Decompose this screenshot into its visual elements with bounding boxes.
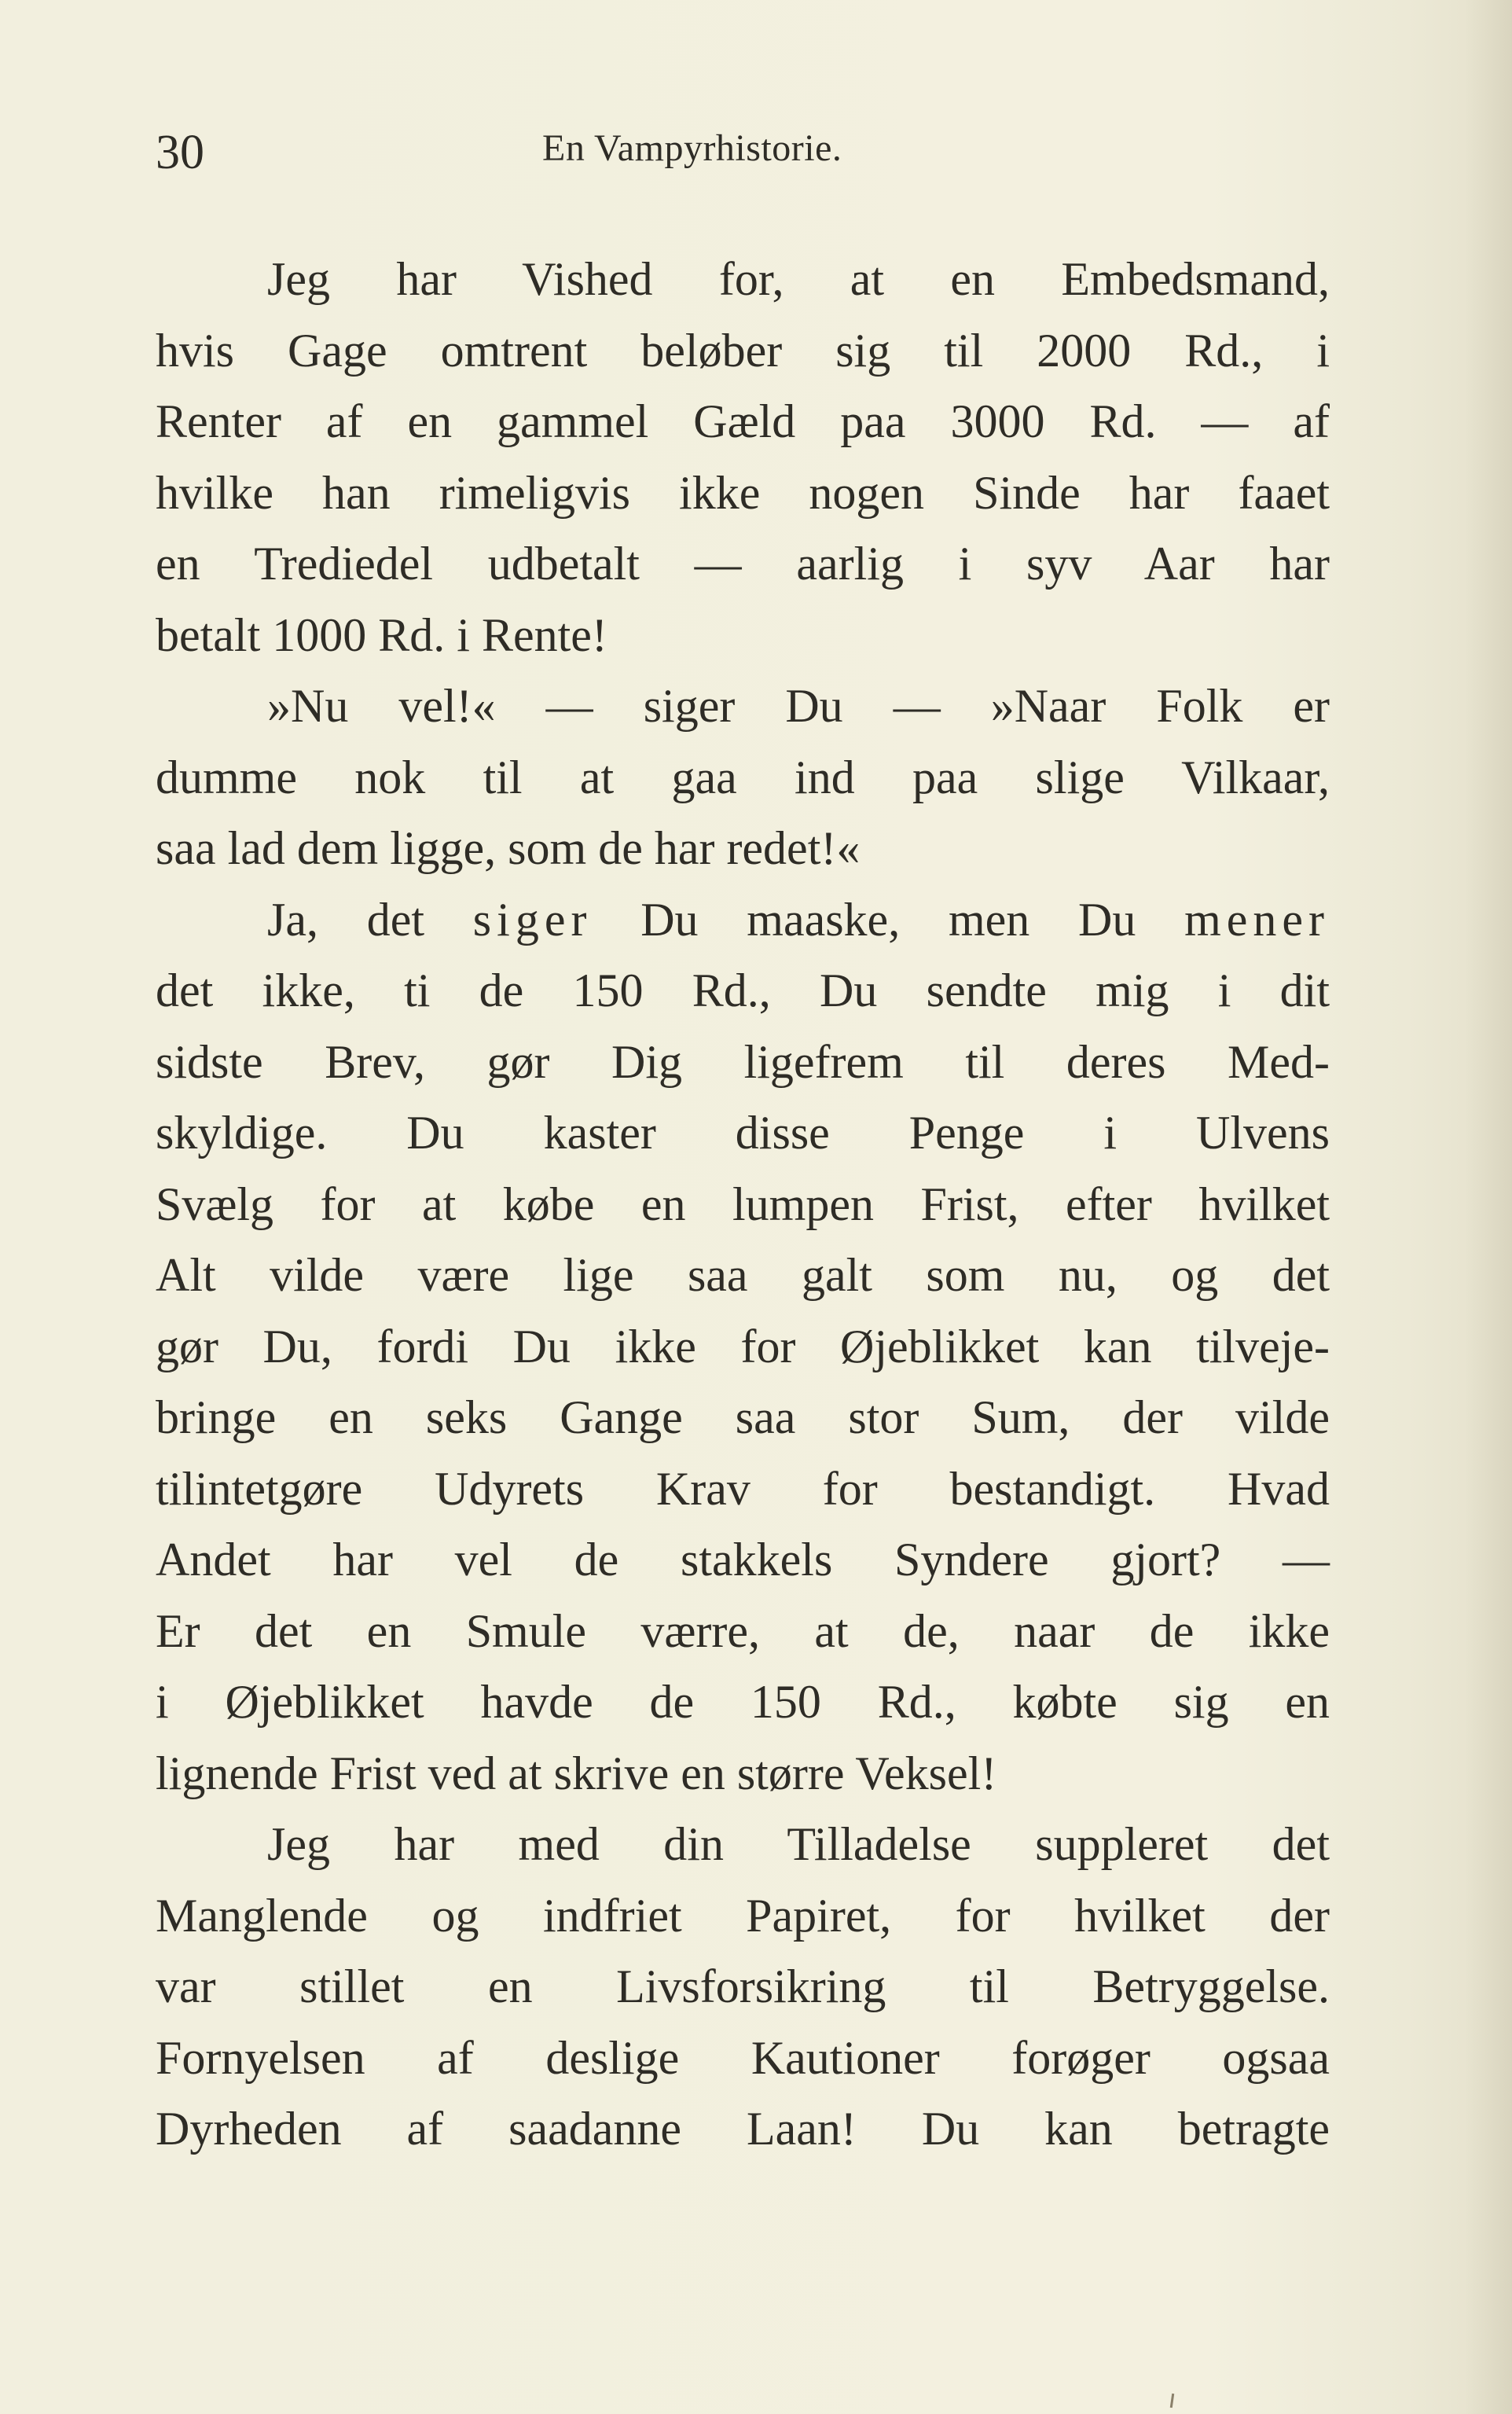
text-line [156,884,1330,956]
text-line: hvis Gage omtrent beløber sig til 2000 Rd., i [156,324,1330,377]
running-title: En Vampyrhistorie. [542,127,842,169]
text-line: Dyrheden af saadanne Laan! Du kan betragte [156,2103,1330,2155]
page-number: 30 [156,126,204,179]
text-line: sidste Brev, gør Dig ligefrem til deres Med- [156,1035,1330,1088]
emphasized-word: siger [472,893,593,946]
text-line: dumme nok til at gaa ind paa slige Vilkaar, [156,751,1330,803]
text-line: Jeg har med din Tilladelse suppleret det [267,1818,1330,1870]
emphasized-word: mener [1184,893,1330,946]
text-line: Svælg for at købe en lumpen Frist, efter hvilket [156,1178,1330,1230]
text-line: tilintetgøre Udyrets Krav for bestandigt. Hvad [156,1462,1330,1515]
text-run: Ja, det [267,893,473,946]
text-line: gør Du, fordi Du ikke for Øjeblikket kan tilveje- [156,1320,1330,1372]
page-edge-shadow [1465,0,1512,2414]
text-line: i Øjeblikket havde de 150 Rd., købte sig en [156,1676,1330,1728]
text-line: saa lad dem ligge, som de har redet!« [156,822,861,874]
running-head [156,122,1334,185]
text-line: Er det en Smule værre, at de, naar de ikke [156,1604,1330,1657]
text-line: hvilke han rimeligvis ikke nogen Sinde har faaet [156,466,1330,519]
text-line: Andet har vel de stakkels Syndere gjort? — [156,1534,1330,1585]
text-line: »Nu vel!« — siger Du — »Naar Folk er [267,680,1330,732]
text-run: Du maaske, men Du [592,893,1185,946]
text-line: var stillet en Livsforsikring til Betryggelse. [156,1960,1330,2012]
text-line: det ikke, ti de 150 Rd., Du sendte mig i dit [156,964,1330,1016]
text-line: Jeg har Vished for, at en Embedsmand, [267,253,1330,305]
paper-mark [1170,2394,1174,2408]
text-line: betalt 1000 Rd. i Rente! [156,608,607,661]
text-line: Fornyelsen af deslige Kautioner forøger ogsaa [156,2031,1330,2084]
text-line: lignende Frist ved at skrive en større Veksel! [156,1747,997,1799]
body-text [156,244,1330,2165]
text-line: Alt vilde være lige saa galt som nu, og det [156,1249,1330,1301]
text-line: Renter af en gammel Gæld paa 3000 Rd. — af [156,395,1330,447]
text-line: en Trediedel udbetalt — aarlig i syv Aar har [156,538,1330,590]
text-line: Manglende og indfriet Papiret, for hvilket der [156,1889,1330,1942]
text-line: skyldige. Du kaster disse Penge i Ulvens [156,1107,1330,1159]
text-line: bringe en seks Gange saa stor Sum, der vilde [156,1391,1330,1443]
